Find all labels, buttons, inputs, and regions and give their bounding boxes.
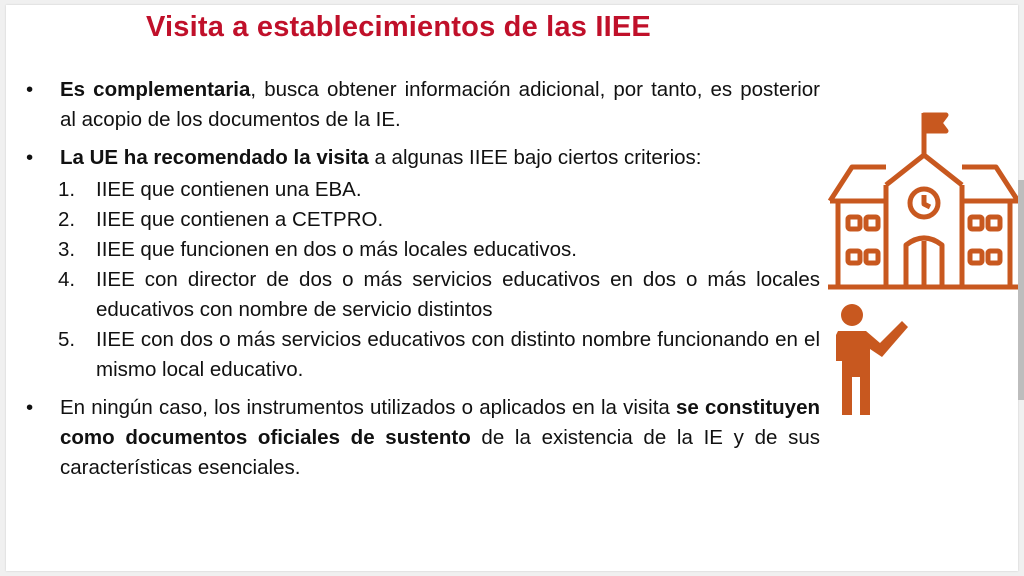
list-number: 2.	[58, 208, 76, 231]
list-item	[24, 235, 820, 265]
list-text: IIEE que contienen una EBA.	[96, 178, 362, 201]
bullet-rest: de la existencia de la IE y de sus características esenciales.	[60, 426, 820, 479]
person-teacher-icon	[830, 303, 914, 419]
list-item	[24, 325, 820, 385]
bullet-rest: , busca obtener información adicional, por tanto, es posterior al acopio de los documentos de la IE.	[60, 78, 820, 131]
list-text: IIEE que contienen a CETPRO.	[96, 208, 384, 231]
content	[24, 75, 820, 491]
slide-title: Visita a establecimientos de las IIEE	[146, 11, 651, 43]
list-number: 3.	[58, 238, 76, 261]
bullet-rest: a algunas IIEE bajo ciertos criterios:	[368, 146, 702, 169]
criteria-list	[24, 175, 820, 385]
bullet-bold: La UE ha recomendado la visita	[60, 146, 369, 169]
bullet-text	[60, 143, 820, 173]
bullet-dot: •	[26, 146, 34, 169]
bullet-dot: •	[26, 396, 34, 419]
list-number: 5.	[58, 328, 76, 351]
bullet-2	[24, 143, 820, 173]
list-item	[24, 265, 820, 325]
list-text: IIEE que funcionen en dos o más locales educativos.	[96, 238, 577, 261]
slide	[6, 5, 1018, 571]
bullet-pre: En ningún caso, los instrumentos utilizados o aplicados en la visita	[60, 396, 676, 419]
bullet-bold: se constituyen como documentos oficiales de sustento	[60, 396, 820, 449]
bullet-1	[24, 75, 820, 135]
bullet-bold: Es complementaria	[60, 78, 251, 101]
bullet-3	[24, 393, 820, 483]
list-text: IIEE con dos o más servicios educativos con distinto nombre funcionando en el mismo local educativo.	[96, 328, 820, 381]
window-edge	[1018, 180, 1024, 400]
list-number: 1.	[58, 178, 76, 201]
list-number: 4.	[58, 268, 76, 291]
list-item	[24, 175, 820, 205]
school-building-icon	[826, 109, 1022, 291]
list-item	[24, 205, 820, 235]
bullet-text	[60, 75, 820, 135]
list-text: IIEE con director de dos o más servicios educativos en dos o más locales educativos con nombre de servicio distintos	[96, 268, 820, 321]
bullet-dot: •	[26, 78, 34, 101]
bullet-text	[60, 393, 820, 483]
